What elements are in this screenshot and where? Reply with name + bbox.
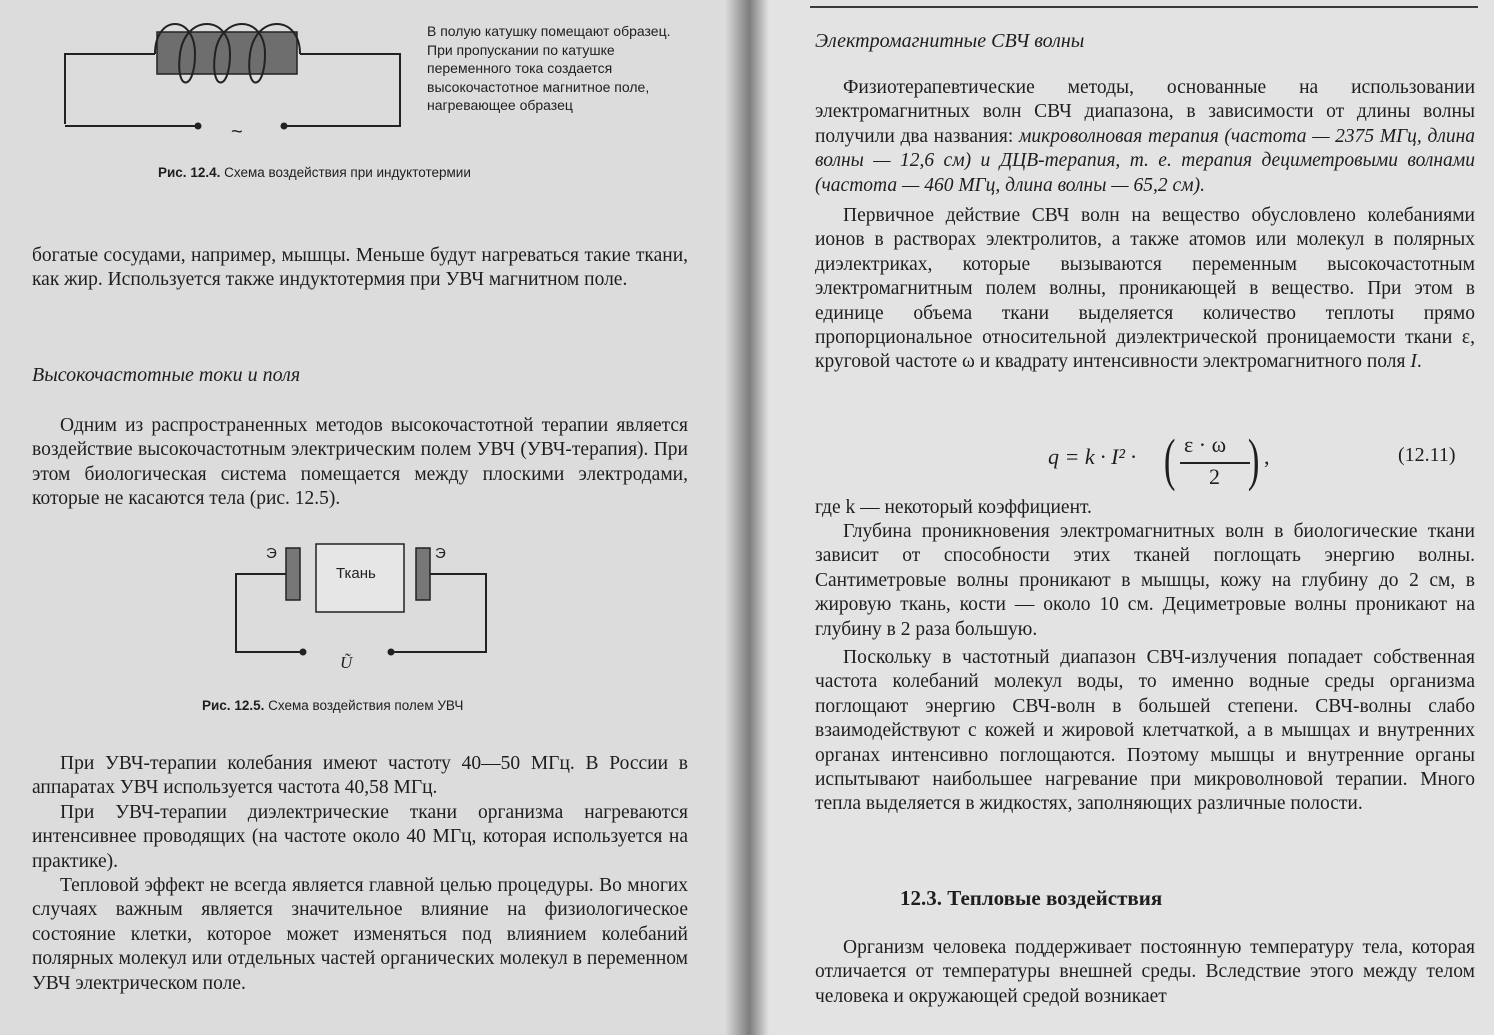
- paragraph-penetration-depth: Глубина проникновения электромагнитных волн в биологические ткани зависит от способности этих тканей поглощать энергию волны. Сантиметровые волны проникают в мышцы, кожу на глубину до 2 см, в жировую ткань, кости — около 10 см. Дециметровые волны проникают на глубину в 2 раза большую. Поскольку в частотный диапазон СВЧ-излучения попадает собственная частота колебаний молекул воды, то именно водные среды организма поглощают энергию СВЧ-волн в большей степени. СВЧ-волны слабо взаимодействуют с кожей и жировой клетчаткой, а в мышцах и внутренних органах интенсивно поглощаются. Поэтому мышцы и внутренние органы испытывают наибольшее нагревание при микроволновой терапии. Много тепла выделяется в жидкостях, заполняющих различные полости.: [815, 521, 1475, 815]
- figure-caption-text: Схема воздействия при индуктотермии: [224, 165, 471, 180]
- paragraph-where-k: где k — некоторый коэффициент.: [815, 497, 1092, 518]
- paragraph-uhf-intro: Одним из распространенных методов высокочастотной терапии является воздействие высокочастотным электрическим полем УВЧ (УВЧ-терапия). При этом биологическая система помещается между плоскими электродами, которые не касаются тела (рис. 12.5).: [32, 415, 688, 510]
- formula-12-11: q = k · I² · ( ε · ω 2 ) ,: [1048, 427, 1270, 492]
- ac-source-symbol: ~: [231, 121, 243, 143]
- equation-number: (12.11): [1398, 444, 1456, 466]
- figure-caption-text: Схема воздействия полем УВЧ: [268, 698, 464, 713]
- section-title-microwave: Электромагнитные СВЧ волны: [815, 30, 1085, 52]
- figure-caption-label: Рис. 12.4.: [158, 165, 221, 180]
- section-title-hf-currents: Высокочастотные токи и поля: [32, 364, 301, 386]
- book-gutter: [725, 0, 769, 1035]
- heading-12-3: 12.3. Тепловые воздействия: [900, 886, 1163, 910]
- figure-12-4-coil-diagram: [55, 14, 415, 146]
- electrode-label-left: Э: [266, 545, 277, 562]
- voltage-label: Ũ: [340, 653, 353, 670]
- paragraph-microwave-intro: Физиотерапевтические методы, основанные на использовании электромагнитных волн СВЧ диапазона, в зависимости от длины волны получили два названия: микроволновая терапия (частота — 2375 МГц, длина волны — 12,6 см) и ДЦВ-терапия, т. е. терапия дециметровыми волнами (частота — 460 МГц, длина волны — 65,2 см). Первичное действие СВЧ волн на вещество обусловлено колебаниями ионов в растворах электролитов, а также атомов или молекул в полярных диэлектриках, которые вызываются переменным высокочастотным электромагнитным полем волны, проникающей в вещество. При этом в единице объема ткани выделяется количество теплоты прямо пропорциональное относительной диэлектрической проницаемости ткани ε, круговой частоте ω и квадрату интенсивности электромагнитного поля I.: [815, 77, 1475, 373]
- figure-12-5-caption: [202, 698, 463, 713]
- top-rule: [810, 6, 1478, 8]
- paragraph-continued: богатые сосудами, например, мышцы. Меньше будут нагреваться такие ткани, как жир. Используется также индуктотермия при УВЧ магнитном поле.: [32, 245, 688, 291]
- paragraph-uhf-frequency: При УВЧ-терапии колебания имеют частоту 40—50 МГц. В России в аппаратах УВЧ используется частота 40,58 МГц. При УВЧ-терапии диэлектрические ткани организма нагреваются интенсивнее проводящих (на частоте около 40 МГц, которая используется на практике). Тепловой эффект не всегда является главной целью процедуры. Во многих случаях важным является значительное влияние на физиологическое состояние клетки, которое может изменяться под влиянием колебаний полярных молекул или отдельных частей органических молекул в переменном УВЧ электрическом поле.: [32, 753, 688, 994]
- electrode-label-right: Э: [435, 545, 446, 562]
- fraction-denominator: 2: [1209, 464, 1220, 489]
- figure-12-4-caption: [158, 165, 471, 180]
- figure-caption-label: Рис. 12.5.: [202, 698, 265, 713]
- fraction-numerator: ε · ω: [1184, 432, 1227, 457]
- figure-12-4-description: В полую катушку помещают образец. При пропускании по катушке переменного тока создается высокочастотное магнитное поле, нагревающее образец: [427, 23, 671, 113]
- paragraph-thermoregulation: Организм человека поддерживает постоянную температуру тела, которая отличается от температуры внешней среды. Вследствие этого между телом человека и окружающей средой возникает: [815, 937, 1475, 1007]
- tissue-label: Ткань: [336, 565, 376, 582]
- figure-12-5-uhf-diagram: [228, 540, 490, 670]
